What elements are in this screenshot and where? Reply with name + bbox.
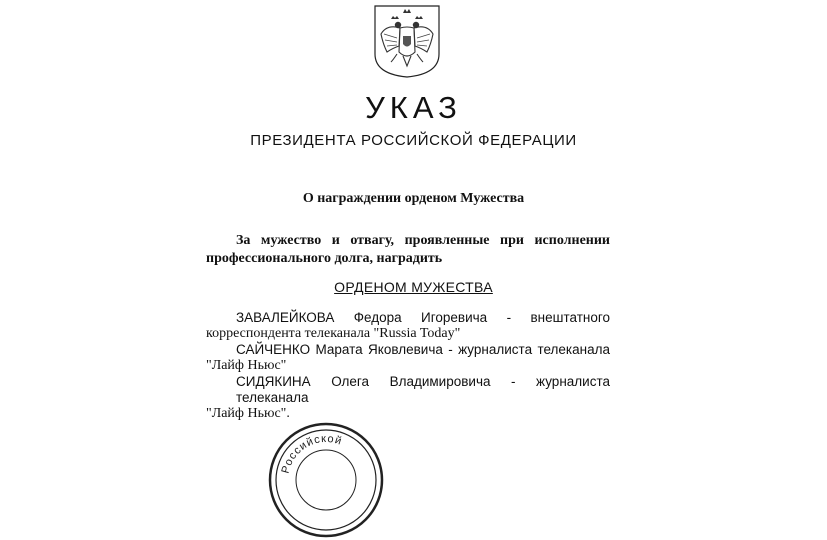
- order-name: ОРДЕНОМ МУЖЕСТВА: [334, 279, 493, 295]
- awardee-item: [206, 310, 610, 342]
- preamble-line-2: профессионального долга, наградить: [206, 251, 443, 266]
- decree-preamble: [206, 232, 610, 268]
- awardee-line-1: САЙЧЕНКО Марата Яковлевича - журналиста телеканала: [236, 342, 610, 357]
- coat-of-arms-icon: [373, 4, 441, 78]
- awardee-line-1: ЗАВАЛЕЙКОВА Федора Игоревича - внештатного: [236, 310, 610, 325]
- document-title: УКАЗ: [365, 90, 462, 125]
- decree-heading: О награждении орденом Мужества: [302, 191, 525, 206]
- seal-icon: [266, 420, 386, 540]
- preamble-line-1: За мужество и отвагу, проявленные при исполнении: [236, 233, 610, 248]
- awardee-line-1: СИДЯКИНА Олега Владимировича - журналиста телеканала: [236, 374, 610, 405]
- awardee-line-2: "Лайф Ньюс".: [206, 406, 290, 421]
- document-subtitle: ПРЕЗИДЕНТА РОССИЙСКОЙ ФЕДЕРАЦИИ: [250, 132, 577, 149]
- seal-text: Российской: [279, 432, 344, 475]
- awardee-line-2: "Лайф Ньюс": [206, 358, 287, 373]
- awardee-item: [206, 374, 610, 422]
- awardee-item: [206, 342, 610, 374]
- awardee-line-2: корреспондента телеканала "Russia Today": [206, 326, 461, 341]
- awardee-list: [206, 310, 610, 422]
